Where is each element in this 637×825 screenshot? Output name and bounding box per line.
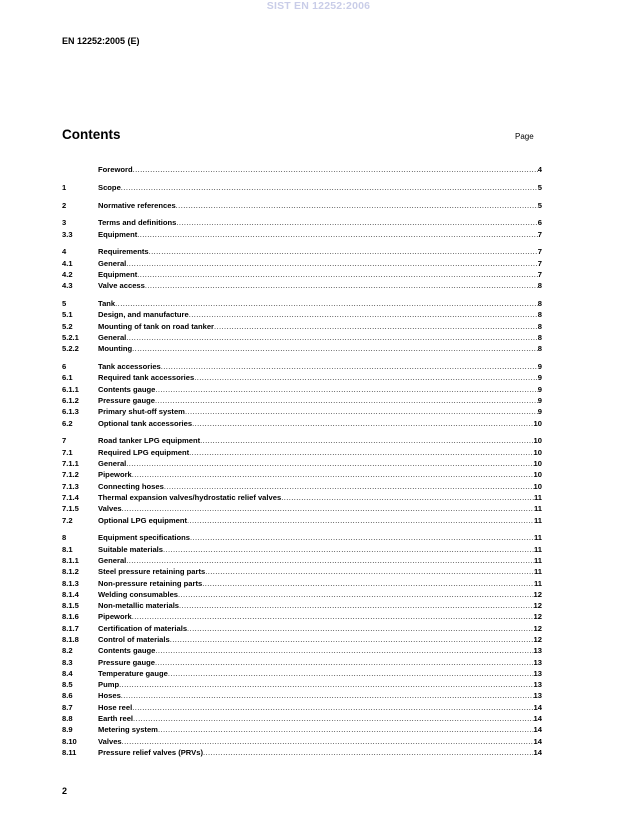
toc-entry-page: 13 [533, 657, 542, 667]
toc-entry-title: Tank accessories [98, 362, 161, 372]
toc-entry-title: Scope [98, 182, 121, 192]
toc-entry-page: 8 [537, 333, 542, 343]
toc-entry[interactable] [62, 555, 542, 566]
toc-entry-title: Requirements [98, 247, 149, 257]
toc-entry-number: 7 [62, 436, 67, 446]
toc-dot-leader [122, 503, 534, 514]
page-column-label: Page [515, 132, 534, 141]
toc-group [62, 246, 542, 291]
toc-entry-title: Terms and definitions [98, 218, 177, 228]
toc-entry-number: 8.1.1 [62, 555, 79, 565]
toc-dot-leader [170, 634, 534, 645]
toc-entry-title: Foreword [98, 165, 133, 174]
toc-entry-page: 8 [537, 344, 542, 354]
toc-dot-leader [176, 200, 538, 211]
toc-dot-leader [189, 309, 538, 320]
toc-entry-number: 5 [62, 299, 67, 309]
toc-entry-title: Primary shut-off system [98, 407, 185, 417]
toc-entry-page: 11 [533, 492, 542, 502]
toc-entry-number: 8.1.5 [62, 601, 79, 611]
toc-entry-number: 3.3 [62, 229, 73, 239]
toc-entry-number: 5.2.2 [62, 344, 79, 354]
toc-entry[interactable] [62, 611, 542, 622]
toc-entry-title: Pressure relief valves (PRVs) [98, 747, 203, 757]
toc-dot-leader [187, 515, 534, 526]
toc-group [62, 435, 542, 525]
toc-entry[interactable] [62, 544, 542, 555]
toc-dot-leader [132, 611, 534, 622]
toc-entry-page: 10 [533, 459, 542, 469]
toc-entry[interactable] [62, 690, 542, 701]
toc-entry[interactable] [62, 298, 542, 309]
toc-entry[interactable] [62, 600, 542, 611]
toc-entry-title: General [98, 555, 127, 565]
toc-entry-title: Earth reel [98, 714, 134, 724]
toc-dot-leader [205, 566, 534, 577]
toc-dot-leader [155, 645, 533, 656]
toc-entry-page: 12 [533, 589, 542, 599]
toc-entry[interactable] [62, 469, 542, 480]
toc-entry-number: 8.5 [62, 680, 73, 690]
toc-entry-number: 8.2 [62, 646, 73, 656]
toc-entry[interactable] [62, 361, 542, 372]
toc-entry-page: 10 [533, 470, 542, 480]
toc-entry-title: Pressure gauge [98, 657, 155, 667]
toc-entry-title: Road tanker LPG equipment [98, 436, 201, 446]
toc-dot-leader [132, 343, 538, 354]
toc-entry-page: 14 [533, 736, 542, 746]
toc-entry-title: Certification of materials [98, 623, 188, 633]
toc-dot-leader [126, 458, 533, 469]
toc-entry[interactable] [62, 657, 542, 668]
toc-dot-leader [145, 280, 538, 291]
toc-entry[interactable] [62, 702, 542, 713]
toc-entry[interactable] [62, 747, 542, 758]
toc-entry-number: 8.1.8 [62, 634, 79, 644]
toc-entry-number: 7.1.3 [62, 481, 79, 491]
toc-entry-title: Normative references [98, 200, 176, 210]
toc-dot-leader [179, 600, 534, 611]
toc-group [62, 200, 542, 211]
toc-entry-number: 7.2 [62, 515, 73, 525]
toc-dot-leader [158, 724, 534, 735]
toc-entry-page: 7 [537, 247, 542, 257]
toc-entry-number: 4.1 [62, 258, 73, 268]
toc-entry[interactable] [62, 724, 542, 735]
watermark: SIST EN 12252:2006 [266, 0, 371, 12]
toc-entry-page: 13 [533, 691, 542, 701]
toc-entry-number: 7.1.1 [62, 459, 79, 469]
toc-entry-title: Valve access [98, 281, 145, 291]
toc-entry-title: General [98, 459, 127, 469]
toc-entry-page: 11 [533, 515, 542, 525]
toc-dot-leader [149, 246, 538, 257]
toc-entry-page: 7 [537, 229, 542, 239]
toc-entry-page: 8 [537, 299, 542, 309]
toc-entry-number: 7.1.4 [62, 492, 79, 502]
toc-entry[interactable] [62, 280, 542, 291]
toc-dot-leader [161, 361, 538, 372]
toc-entry-page: 14 [533, 714, 542, 724]
toc-entry-title: Design, and manufacture [98, 310, 189, 320]
toc-dot-leader [133, 164, 538, 175]
toc-entry-number: 7.1.2 [62, 470, 79, 480]
toc-entry-page: 11 [533, 567, 542, 577]
toc-dot-leader [168, 668, 534, 679]
toc-entry-page: 9 [537, 362, 542, 372]
toc-entry-title: Mounting [98, 344, 133, 354]
toc-entry[interactable] [62, 229, 542, 240]
toc-entry[interactable] [62, 217, 542, 228]
toc-entry[interactable] [62, 515, 542, 526]
toc-dot-leader [126, 555, 534, 566]
toc-entry[interactable] [62, 246, 542, 257]
toc-entry-page: 11 [533, 504, 542, 514]
toc-entry-number: 2 [62, 200, 67, 210]
toc-entry-page: 7 [537, 258, 542, 268]
toc-entry-title: Hose reel [98, 702, 133, 712]
toc-group [62, 217, 542, 240]
page-number: 2 [62, 786, 68, 796]
toc-dot-leader [190, 532, 534, 543]
toc-entry-number: 7.1 [62, 447, 73, 457]
toc-entry[interactable] [62, 406, 542, 417]
toc-entry-number: 5.2.1 [62, 333, 79, 343]
toc-entry-page: 10 [533, 481, 542, 491]
toc-entry-title: Contents gauge [98, 646, 156, 656]
toc-entry-page: 12 [533, 634, 542, 644]
toc-dot-leader [132, 469, 534, 480]
toc-entry-page: 14 [533, 747, 542, 757]
toc-entry-number: 8.11 [62, 747, 77, 757]
toc-entry-number: 8.1.7 [62, 623, 79, 633]
toc-entry[interactable] [62, 634, 542, 645]
toc-entry[interactable] [62, 258, 542, 269]
toc-entry[interactable] [62, 164, 542, 175]
toc-group [62, 164, 542, 175]
toc-entry-page: 12 [533, 601, 542, 611]
toc-entry-number: 5.2 [62, 321, 73, 331]
toc-dot-leader [189, 447, 533, 458]
toc-entry-number: 6.1 [62, 373, 73, 383]
toc-group [62, 361, 542, 429]
toc-entry-title: Non-pressure retaining parts [98, 578, 203, 588]
toc-group [62, 532, 542, 758]
toc-entry-title: Metering system [98, 725, 158, 735]
toc-entry-title: Suitable materials [98, 544, 163, 554]
toc-entry-title: Connecting hoses [98, 481, 164, 491]
toc-entry-number: 6.1.3 [62, 407, 79, 417]
toc-entry[interactable] [62, 372, 542, 383]
toc-entry-page: 10 [533, 447, 542, 457]
toc-entry-title: Hoses [98, 691, 121, 701]
toc-entry-title: Welding consumables [98, 589, 179, 599]
toc-dot-leader [194, 372, 538, 383]
toc-dot-leader [203, 747, 534, 758]
toc-entry-number: 4.3 [62, 281, 73, 291]
toc-entry[interactable] [62, 578, 542, 589]
toc-dot-leader [122, 736, 534, 747]
toc-entry-number: 8.3 [62, 657, 73, 667]
toc-entry[interactable] [62, 447, 542, 458]
toc-entry-title: Non-metallic materials [98, 601, 180, 611]
toc-entry[interactable] [62, 481, 542, 492]
toc-entry-number: 8.1 [62, 544, 73, 554]
toc-entry[interactable] [62, 418, 542, 429]
toc-entry-page: 8 [537, 281, 542, 291]
toc-dot-leader [133, 713, 534, 724]
toc-entry[interactable] [62, 645, 542, 656]
toc-entry-title: General [98, 258, 127, 268]
toc-entry[interactable] [62, 321, 542, 332]
toc-entry-page: 13 [533, 646, 542, 656]
toc-dot-leader [121, 690, 534, 701]
toc-entry-title: Pump [98, 680, 120, 690]
toc-entry-page: 9 [537, 373, 542, 383]
toc-entry-title: Tank [98, 299, 116, 309]
toc-entry-number: 8.10 [62, 736, 77, 746]
toc-entry-title: Pressure gauge [98, 396, 155, 406]
toc-entry-number: 8.6 [62, 691, 73, 701]
toc-entry-number: 6 [62, 362, 67, 372]
toc-entry-page: 9 [537, 384, 542, 394]
toc-entry[interactable] [62, 309, 542, 320]
toc-entry-page: 10 [533, 436, 542, 446]
toc-entry-number: 1 [62, 182, 67, 192]
toc-dot-leader [126, 332, 537, 343]
toc-entry-title: Control of materials [98, 634, 170, 644]
toc-entry-number: 8.1.3 [62, 578, 79, 588]
toc-entry[interactable] [62, 269, 542, 280]
toc-entry-number: 8.8 [62, 714, 73, 724]
toc-entry[interactable] [62, 589, 542, 600]
toc-entry[interactable] [62, 200, 542, 211]
toc-entry-page: 13 [533, 668, 542, 678]
toc-entry-page: 11 [533, 555, 542, 565]
toc-entry-title: Equipment [98, 229, 138, 239]
toc-entry[interactable] [62, 332, 542, 343]
toc-entry-title: Required LPG equipment [98, 447, 190, 457]
toc-entry-page: 8 [537, 321, 542, 331]
toc-group [62, 182, 542, 193]
toc-entry-page: 7 [537, 270, 542, 280]
toc-entry[interactable] [62, 503, 542, 514]
toc-entry-number: 8.9 [62, 725, 73, 735]
toc-entry[interactable] [62, 458, 542, 469]
toc-entry-number: 8 [62, 533, 67, 543]
toc-entry-page: 5 [537, 200, 542, 210]
toc-group [62, 298, 542, 354]
toc-dot-leader [187, 623, 534, 634]
toc-entry-page: 8 [537, 310, 542, 320]
toc-dot-leader [200, 435, 533, 446]
toc-dot-leader [202, 578, 534, 589]
toc-entry[interactable] [62, 623, 542, 634]
toc-entry-title: Steel pressure retaining parts [98, 567, 206, 577]
toc-entry-title: Equipment specifications [98, 533, 190, 543]
toc-entry-page: 9 [537, 396, 542, 406]
toc-entry-title: Mounting of tank on road tanker [98, 321, 215, 331]
toc-entry-title: Optional LPG equipment [98, 515, 188, 525]
toc-dot-leader [126, 258, 537, 269]
contents-title: Contents [62, 127, 121, 142]
toc-entry-page: 10 [533, 418, 542, 428]
toc-dot-leader [137, 229, 538, 240]
toc-entry-title: Optional tank accessories [98, 418, 193, 428]
toc-dot-leader [119, 679, 533, 690]
toc-entry-number: 5.1 [62, 310, 73, 320]
toc-entry-number: 6.2 [62, 418, 73, 428]
toc-entry-number: 8.1.2 [62, 567, 79, 577]
toc-dot-leader [155, 395, 538, 406]
toc-entry[interactable] [62, 395, 542, 406]
toc-entry[interactable] [62, 713, 542, 724]
toc-entry-number: 6.1.1 [62, 384, 79, 394]
toc-entry-title: Valves [98, 736, 122, 746]
toc-entry-title: Required tank accessories [98, 373, 195, 383]
toc-entry-number: 6.1.2 [62, 396, 79, 406]
toc-entry-number: 7.1.5 [62, 504, 79, 514]
toc-dot-leader [178, 589, 534, 600]
toc-dot-leader [185, 406, 538, 417]
toc-entry-page: 9 [537, 407, 542, 417]
toc-entry-page: 11 [533, 578, 542, 588]
toc-entry-page: 14 [533, 702, 542, 712]
toc-dot-leader [155, 384, 537, 395]
toc-dot-leader [176, 217, 537, 228]
toc-entry[interactable] [62, 343, 542, 354]
toc-entry-page: 6 [537, 218, 542, 228]
toc-dot-leader [192, 418, 533, 429]
toc-entry-title: Pipework [98, 612, 132, 622]
toc-entry[interactable] [62, 679, 542, 690]
toc-entry-number: 4.2 [62, 270, 73, 280]
toc-entry-title: Thermal expansion valves/hydrostatic relief valves [98, 492, 282, 502]
toc-dot-leader [163, 544, 534, 555]
toc-entry[interactable] [62, 384, 542, 395]
toc-entry-number: 8.7 [62, 702, 73, 712]
toc-entry-title: General [98, 333, 127, 343]
toc-dot-leader [281, 492, 534, 503]
toc-entry-page: 11 [533, 533, 542, 543]
toc-entry[interactable] [62, 566, 542, 577]
toc-entry-number: 8.4 [62, 668, 73, 678]
toc-dot-leader [132, 702, 533, 713]
toc-dot-leader [115, 298, 538, 309]
toc-entry-page: 5 [537, 182, 542, 192]
toc-entry[interactable] [62, 492, 542, 503]
toc-entry-page: 13 [533, 680, 542, 690]
toc-dot-leader [164, 481, 534, 492]
toc-dot-leader [121, 182, 538, 193]
toc-entry[interactable] [62, 736, 542, 747]
document-id: EN 12252:2005 (E) [62, 36, 140, 46]
toc-dot-leader [137, 269, 538, 280]
toc-entry-title: Temperature gauge [98, 668, 168, 678]
toc-entry[interactable] [62, 532, 542, 543]
toc-entry-page: 12 [533, 612, 542, 622]
toc-dot-leader [214, 321, 538, 332]
toc-entry-number: 8.1.6 [62, 612, 79, 622]
toc-entry-page: 11 [533, 544, 542, 554]
toc-entry-page: 12 [533, 623, 542, 633]
toc-entry-number: 4 [62, 247, 67, 257]
table-of-contents [62, 164, 542, 765]
toc-entry-title: Contents gauge [98, 384, 156, 394]
toc-entry[interactable] [62, 668, 542, 679]
toc-entry-number: 8.1.4 [62, 589, 79, 599]
toc-entry-title: Pipework [98, 470, 132, 480]
toc-entry[interactable] [62, 182, 542, 193]
toc-dot-leader [155, 657, 534, 668]
toc-entry-number: 3 [62, 218, 67, 228]
toc-entry-page: 14 [533, 725, 542, 735]
toc-entry-title: Valves [98, 504, 122, 514]
toc-entry-title: Equipment [98, 270, 138, 280]
toc-entry-page: 4 [537, 165, 542, 174]
toc-entry[interactable] [62, 435, 542, 446]
